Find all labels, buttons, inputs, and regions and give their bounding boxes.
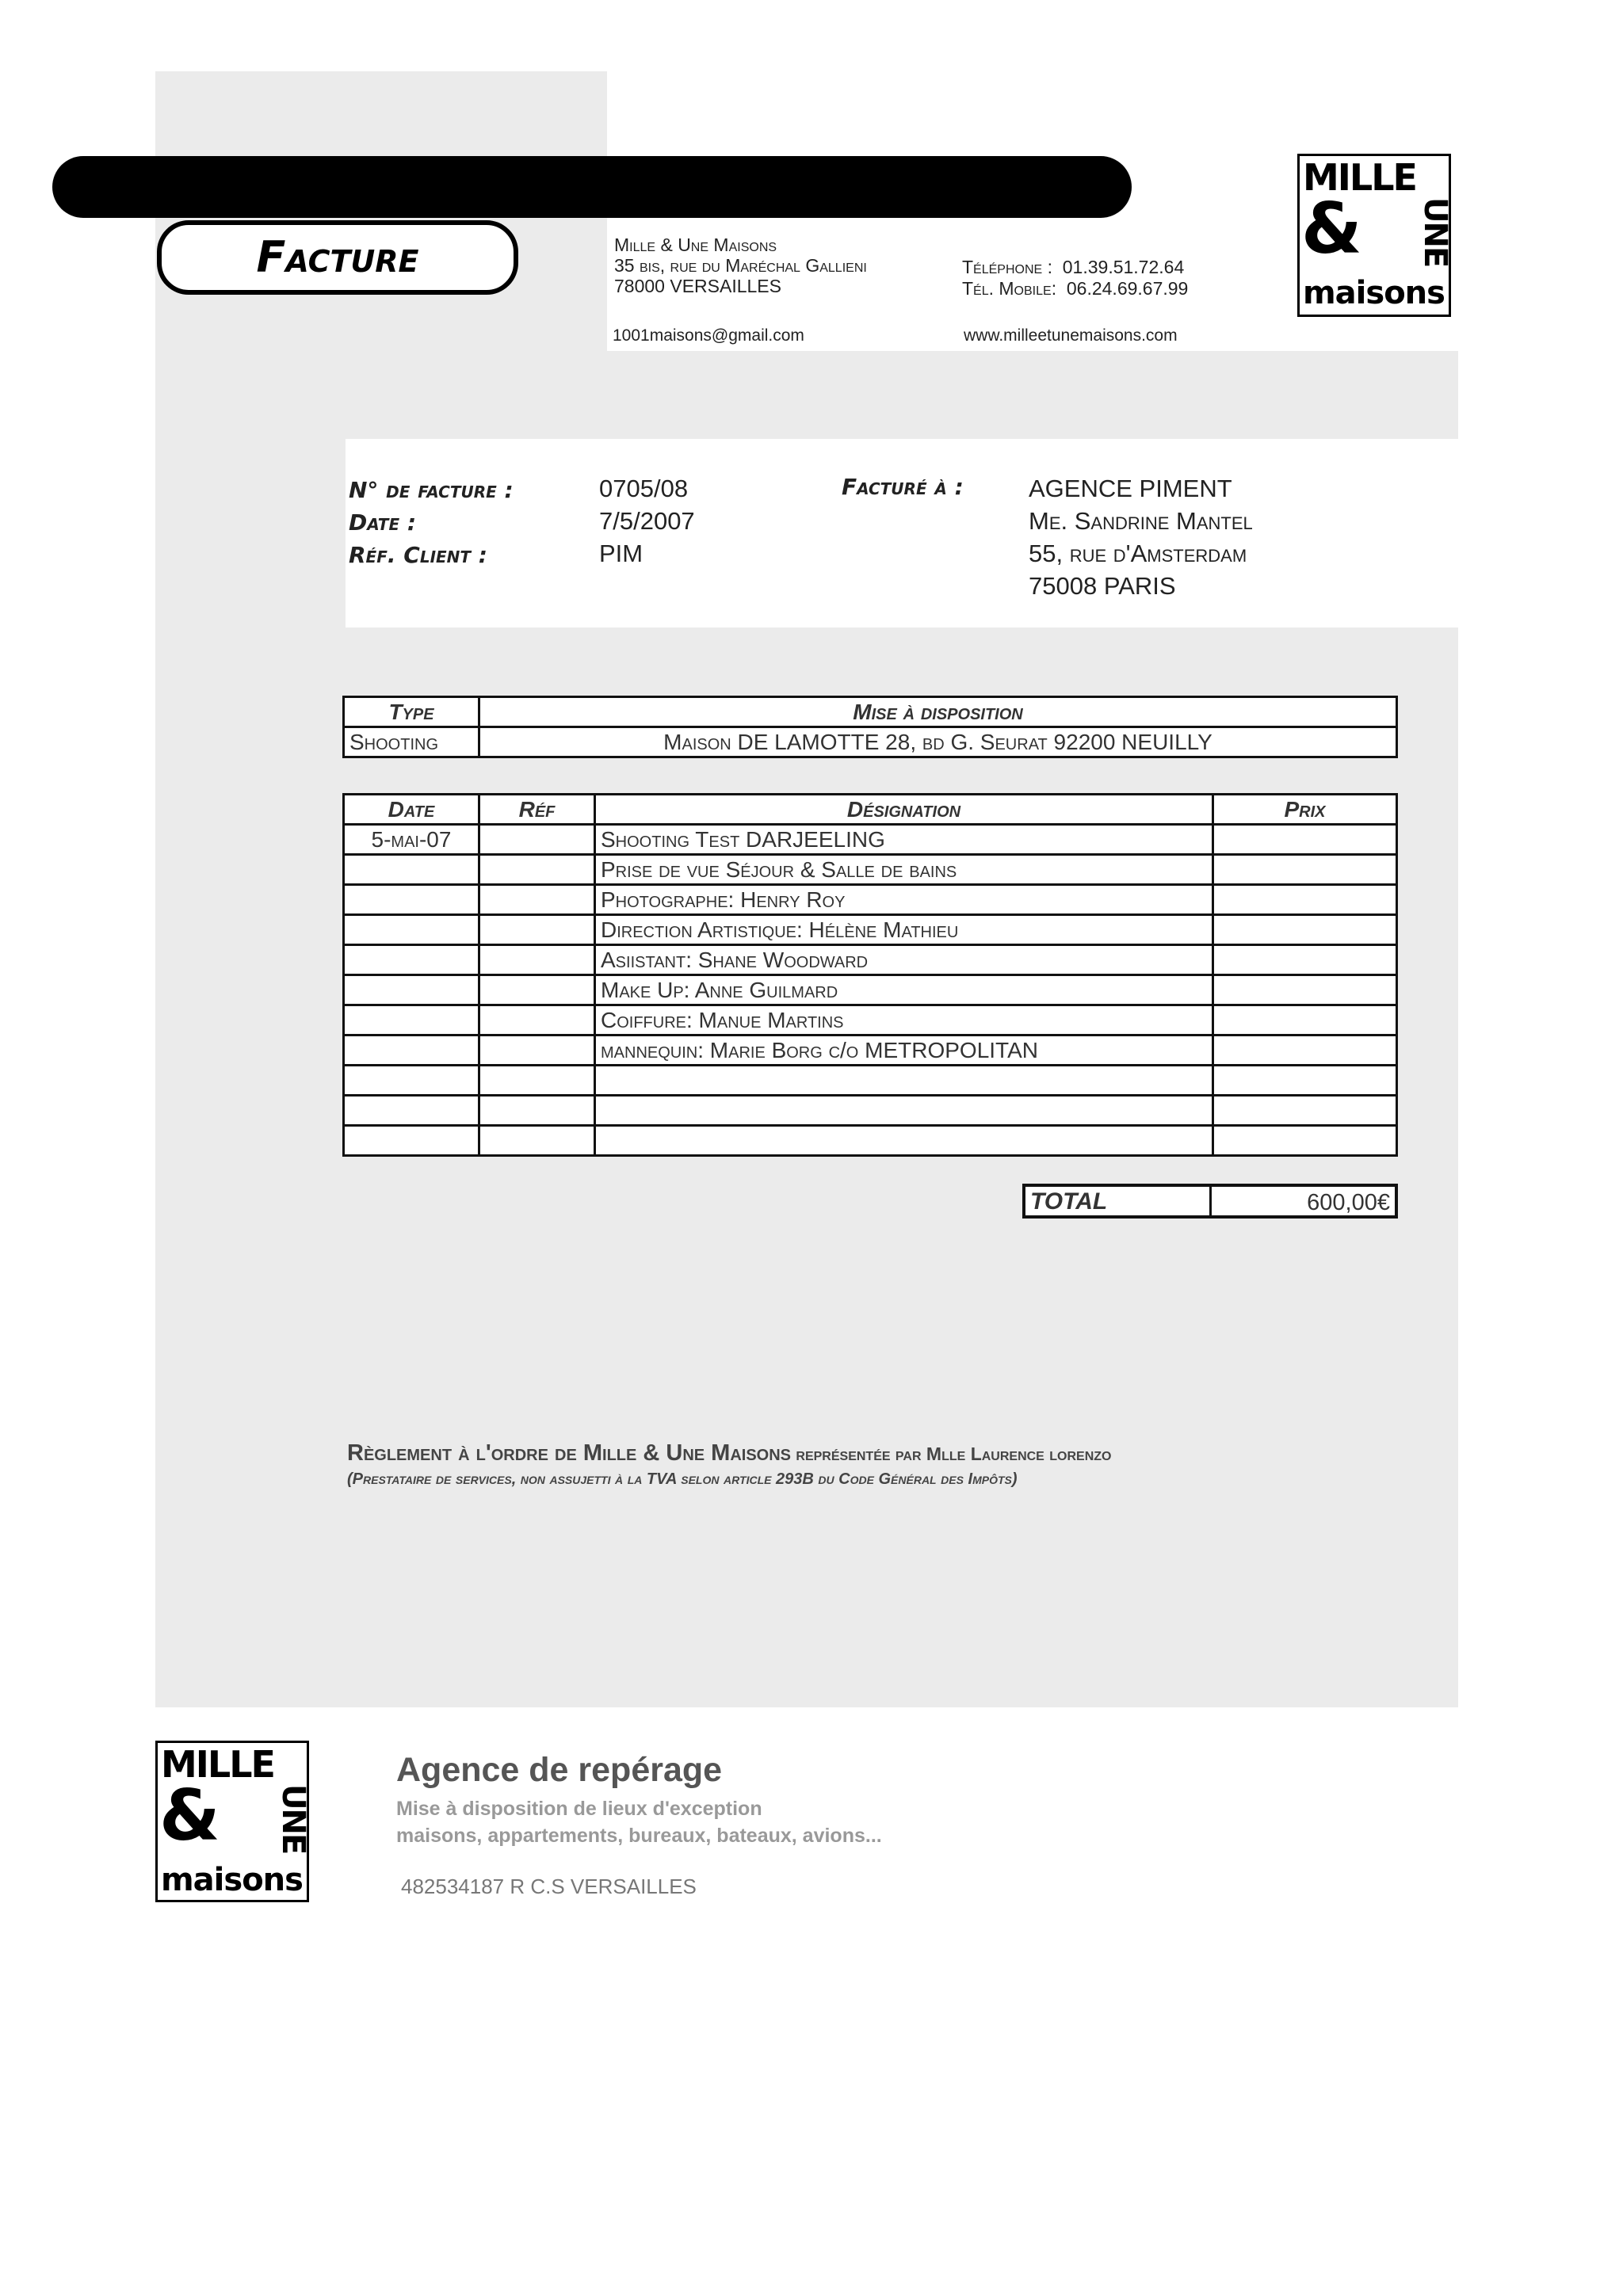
- price-cell: [1213, 975, 1397, 1005]
- page-title: Facture: [256, 232, 419, 282]
- header-white-area: [607, 0, 1623, 154]
- table-row: [344, 825, 1397, 855]
- title-pill: [157, 220, 518, 295]
- column-header: Type: [344, 697, 479, 727]
- table-header-row: [344, 795, 1397, 825]
- total-box: [1022, 1184, 1398, 1219]
- price-cell: [1213, 945, 1397, 975]
- ref-cell: [479, 1005, 595, 1035]
- designation-cell: [595, 1066, 1213, 1096]
- header-bar: [52, 156, 1132, 218]
- column-header: Prix: [1213, 795, 1397, 825]
- table-row: [344, 975, 1397, 1005]
- billed-to-line: 75008 PARIS: [1029, 572, 1176, 600]
- billed-to-line: Me. Sandrine Mantel: [1029, 507, 1253, 535]
- date-cell: [344, 1035, 479, 1066]
- footer-rcs: 482534187 R C.S VERSAILLES: [401, 1875, 697, 1898]
- payment-note: [347, 1440, 1111, 1466]
- footer-title: Agence de repérage: [396, 1751, 723, 1789]
- table-row: [344, 1035, 1397, 1066]
- invoice-date-label: Date :: [349, 509, 417, 536]
- mobile-value: 06.24.69.67.99: [1066, 278, 1189, 299]
- phone-block: [962, 257, 1188, 299]
- price-cell: [1213, 825, 1397, 855]
- designation-cell: Asiistant: Shane Woodward: [595, 945, 1213, 975]
- client-ref: PIM: [599, 540, 643, 567]
- ref-cell: [479, 1126, 595, 1156]
- designation-cell: Coiffure: Manue Martins: [595, 1005, 1213, 1035]
- column-header: Désignation: [595, 795, 1213, 825]
- date-cell: [344, 975, 479, 1005]
- price-cell: [1213, 1005, 1397, 1035]
- ref-cell: [479, 1096, 595, 1126]
- date-cell: [344, 1005, 479, 1035]
- price-cell: [1213, 885, 1397, 915]
- phone-label: Téléphone :: [962, 257, 1052, 277]
- company-info: [614, 235, 867, 296]
- billed-to-line: AGENCE PIMENT: [1029, 475, 1232, 502]
- type-table: [342, 696, 1398, 758]
- table-row: [344, 727, 1397, 757]
- date-cell: [344, 1066, 479, 1096]
- payment-representative: représentée par Mlle Laurence lorenzo: [791, 1444, 1112, 1464]
- designation-cell: [595, 1096, 1213, 1126]
- ref-cell: [479, 855, 595, 885]
- ref-cell: [479, 915, 595, 945]
- payment-order: Règlement à l'ordre de Mille & Une Maisons: [347, 1440, 792, 1466]
- price-cell: [1213, 1126, 1397, 1156]
- date-cell: [344, 1126, 479, 1156]
- designation-cell: mannequin: Marie Borg c/o METROPOLITAN: [595, 1035, 1213, 1066]
- date-cell: [344, 885, 479, 915]
- price-cell: [1213, 915, 1397, 945]
- table-row: [344, 885, 1397, 915]
- billed-to-address: [1029, 472, 1253, 602]
- price-cell: [1213, 1066, 1397, 1096]
- total-divider: [1209, 1187, 1212, 1215]
- date-cell: [344, 915, 479, 945]
- table-row: [344, 945, 1397, 975]
- invoice-number: 0705/08: [599, 475, 689, 502]
- date-cell: [344, 945, 479, 975]
- footer-subtitle: [396, 1795, 882, 1849]
- invoice-labels: [349, 474, 514, 571]
- footer-subtitle-line: Mise à disposition de lieux d'exception: [396, 1798, 762, 1820]
- table-row: [344, 1066, 1397, 1096]
- ref-cell: [479, 885, 595, 915]
- total-value: 600,00€: [1307, 1190, 1390, 1215]
- date-cell: [344, 1096, 479, 1126]
- date-cell: [344, 855, 479, 885]
- ref-cell: [479, 825, 595, 855]
- designation-cell: [595, 1126, 1213, 1156]
- column-header: Mise à disposition: [479, 697, 1397, 727]
- phone-value: 01.39.51.72.64: [1062, 257, 1185, 277]
- price-cell: [1213, 1035, 1397, 1066]
- company-name: Mille & Une Maisons: [614, 235, 777, 255]
- designation-cell: Photographe: Henry Roy: [595, 885, 1213, 915]
- table-header-row: [344, 697, 1397, 727]
- column-header: Réf: [479, 795, 595, 825]
- invoice-values: [599, 472, 695, 570]
- location-cell: Maison DE LAMOTTE 28, bd G. Seurat 92200 NEUILLY: [479, 727, 1397, 757]
- date-cell: 5-mai-07: [344, 825, 479, 855]
- total-label: TOTAL: [1030, 1188, 1108, 1215]
- table-row: [344, 1126, 1397, 1156]
- footer-logo: MILLE & UNE maisons: [155, 1741, 309, 1902]
- ref-cell: [479, 975, 595, 1005]
- designation-cell: Shooting Test DARJEELING: [595, 825, 1213, 855]
- mobile-label: Tél. Mobile:: [962, 278, 1057, 299]
- company-email[interactable]: 1001maisons@gmail.com: [613, 326, 804, 345]
- price-cell: [1213, 1096, 1397, 1126]
- tax-note: (Prestataire de services, non assujetti à la TVA selon article 293B du Code Général des Impôts): [347, 1470, 1018, 1488]
- designation-cell: Direction Artistique: Hélène Mathieu: [595, 915, 1213, 945]
- table-row: [344, 855, 1397, 885]
- client-ref-label: Réf. Client :: [349, 542, 487, 568]
- logo: MILLE & UNE maisons: [1297, 154, 1451, 317]
- ref-cell: [479, 1035, 595, 1066]
- company-address-2: 78000 VERSAILLES: [614, 276, 781, 296]
- company-website[interactable]: www.milleetunemaisons.com: [964, 326, 1178, 345]
- company-address-1: 35 bis, rue du Maréchal Gallieni: [614, 255, 867, 276]
- ref-cell: [479, 1066, 595, 1096]
- billed-to-line: 55, rue d'Amsterdam: [1029, 540, 1247, 567]
- column-header: Date: [344, 795, 479, 825]
- price-cell: [1213, 855, 1397, 885]
- designation-cell: Prise de vue Séjour & Salle de bains: [595, 855, 1213, 885]
- table-row: [344, 1096, 1397, 1126]
- table-row: [344, 1005, 1397, 1035]
- table-row: [344, 915, 1397, 945]
- ref-cell: [479, 945, 595, 975]
- billed-to-label: Facturé à :: [842, 474, 964, 500]
- invoice-number-label: N° de facture :: [349, 477, 514, 503]
- invoice-date: 7/5/2007: [599, 507, 695, 535]
- items-table: [342, 793, 1398, 1157]
- type-cell: Shooting: [344, 727, 479, 757]
- designation-cell: Make Up: Anne Guilmard: [595, 975, 1213, 1005]
- footer-subtitle-line: maisons, appartements, bureaux, bateaux, avions...: [396, 1825, 882, 1847]
